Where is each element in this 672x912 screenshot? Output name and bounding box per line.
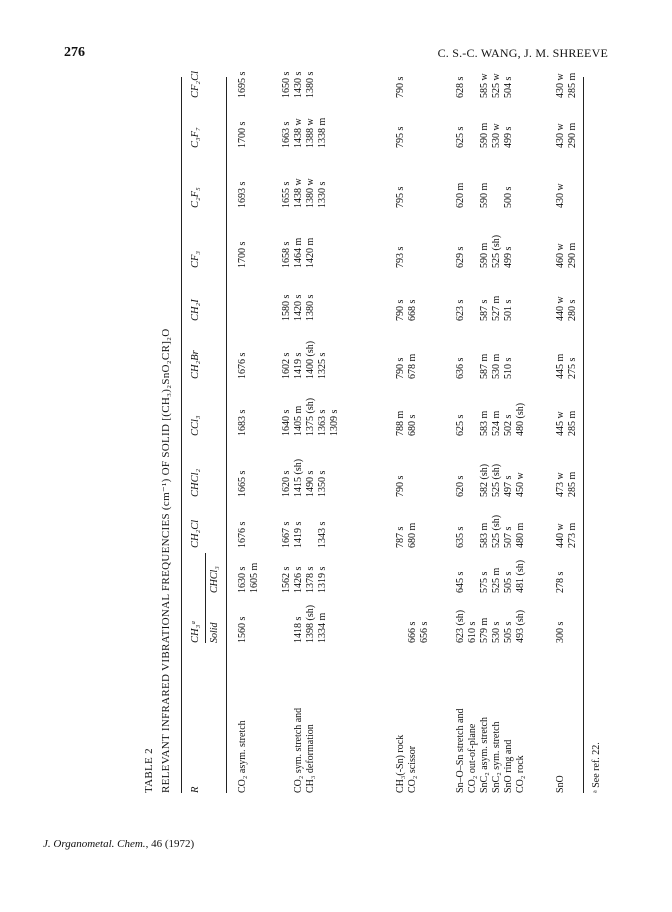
table-cell: 583 m xyxy=(479,522,490,548)
table-cell: 278 s xyxy=(555,571,566,593)
table-cell: 1663 s xyxy=(281,121,292,148)
table-cell: 645 s xyxy=(455,571,466,593)
table-cell: 497 s xyxy=(503,475,514,497)
table-cell: 530 m xyxy=(491,353,502,379)
table-cell: 1438 w xyxy=(293,178,304,208)
table-cell: 656 s xyxy=(419,621,430,643)
table-cell: 1560 s xyxy=(237,616,248,643)
table-cell: 1363 s xyxy=(317,409,328,436)
header-chcl2: CHCl₂ xyxy=(190,468,201,497)
table-cell: 525 (sh) xyxy=(491,234,502,268)
table-cell: 629 s xyxy=(455,246,466,268)
table-cell: 1683 s xyxy=(237,409,248,436)
table-cell: 1375 (sh) xyxy=(305,397,316,436)
table-cell: 1665 s xyxy=(237,470,248,497)
table-cell: 1426 s xyxy=(293,566,304,593)
table-cell: 1338 m xyxy=(317,117,328,148)
table-cell: 793 s xyxy=(395,246,406,268)
table-cell: 525 m xyxy=(491,567,502,593)
table-cell: 290 m xyxy=(567,242,578,268)
header-cf2cl: CF₂Cl xyxy=(190,71,201,98)
table-cell: 480 (sh) xyxy=(515,402,526,436)
table-cell: 525 (sh) xyxy=(491,514,502,548)
table-cell: 1676 s xyxy=(237,521,248,548)
table-cell: 445 m xyxy=(555,353,566,379)
table-cell: 300 s xyxy=(555,621,566,643)
table-cell: 620 s xyxy=(455,475,466,497)
table-cell: 430 w xyxy=(555,123,566,148)
table-cell: 502 s xyxy=(503,414,514,436)
rule-top xyxy=(181,77,182,793)
table-cell: 625 s xyxy=(455,414,466,436)
table-cell: 505 s xyxy=(503,621,514,643)
table-cell: 1378 s xyxy=(305,566,316,593)
header-ch2br: CH₂Br xyxy=(190,350,201,379)
table-cell: 585 w xyxy=(479,73,490,98)
table-cell: 1405 m xyxy=(293,405,304,436)
table-cell: 666 s xyxy=(407,621,418,643)
table-cell: 1380 w xyxy=(305,178,316,208)
table-cell: 1655 s xyxy=(281,181,292,208)
table-cell: 795 s xyxy=(395,186,406,208)
table-cell: 275 s xyxy=(567,357,578,379)
table-cell: 1464 m xyxy=(293,237,304,268)
row-label: CH₃ deformation xyxy=(305,724,316,793)
rule-bottom xyxy=(583,77,584,793)
table-cell: 1400 (sh) xyxy=(305,340,316,379)
table-cell: 575 s xyxy=(479,571,490,593)
table-cell: 527 m xyxy=(491,295,502,321)
header-ch3-solid: Solid xyxy=(209,622,220,643)
row-label: CO₂ scissor xyxy=(407,745,418,793)
table-cell: 1309 s xyxy=(329,409,340,436)
header-r: R xyxy=(190,786,201,793)
table-cell: 1700 s xyxy=(237,121,248,148)
table-cell: 628 s xyxy=(455,76,466,98)
table-cell: 285 m xyxy=(567,410,578,436)
table-cell: 1693 s xyxy=(237,181,248,208)
table-cell: 1330 s xyxy=(317,181,328,208)
table-cell: 678 m xyxy=(407,353,418,379)
table-cell: 1650 s xyxy=(281,71,292,98)
table-cell: 1605 m xyxy=(249,562,260,593)
table-cell: 530 s xyxy=(491,621,502,643)
table-cell: 501 s xyxy=(503,299,514,321)
table-cell: 1350 s xyxy=(317,470,328,497)
table-cell: 499 s xyxy=(503,246,514,268)
table-cell: 481 (sh) xyxy=(515,559,526,593)
header-cf3: CF₃ xyxy=(190,250,201,268)
table-cell: 1580 s xyxy=(281,294,292,321)
table-cell: 587 m xyxy=(479,353,490,379)
header-ch2cl: CH₂Cl xyxy=(190,519,201,548)
table-cell: 790 s xyxy=(395,299,406,321)
rule-header xyxy=(226,77,227,793)
table-cell: 623 (sh) xyxy=(455,609,466,643)
table-cell: 1343 s xyxy=(317,521,328,548)
table-cell: 625 s xyxy=(455,126,466,148)
table-cell: 480 m xyxy=(515,522,526,548)
table-cell: 1398 (sh) xyxy=(305,604,316,643)
table-cell: 1380 s xyxy=(305,71,316,98)
table-cell: 473 w xyxy=(555,472,566,497)
table-cell: 460 w xyxy=(555,243,566,268)
table-cell: 500 s xyxy=(503,186,514,208)
row-label: Sn–O–Sn stretch and xyxy=(455,708,466,793)
row-label: SnO xyxy=(555,775,566,793)
table-cell: 610 s xyxy=(467,621,478,643)
table-cell: 290 m xyxy=(567,122,578,148)
table-cell: 285 m xyxy=(567,471,578,497)
table-cell: 680 m xyxy=(407,522,418,548)
table-cell: 590 m xyxy=(479,242,490,268)
table-cell: 273 m xyxy=(567,522,578,548)
table-cell: 1640 s xyxy=(281,409,292,436)
table-cell: 507 s xyxy=(503,526,514,548)
table-cell: 285 m xyxy=(567,72,578,98)
table-cell: 583 m xyxy=(479,410,490,436)
table-cell: 524 m xyxy=(491,410,502,436)
table-cell: 1438 w xyxy=(293,118,304,148)
table-cell: 1415 (sh) xyxy=(293,458,304,497)
table-cell: 795 s xyxy=(395,126,406,148)
table-cell: 1430 s xyxy=(293,71,304,98)
table-cell: 790 s xyxy=(395,475,406,497)
table-cell: 1700 s xyxy=(237,241,248,268)
table-cell: 450 w xyxy=(515,472,526,497)
table-cell: 623 s xyxy=(455,299,466,321)
table-cell: 668 s xyxy=(407,299,418,321)
header-ch3: CH₃ᵃ xyxy=(190,620,201,643)
table-cell: 525 w xyxy=(491,73,502,98)
table-cell: 590 m xyxy=(479,182,490,208)
table-cell: 635 s xyxy=(455,526,466,548)
table-cell: 1695 s xyxy=(237,71,248,98)
table-title: RELEVANT INFRARED VIBRATIONAL FREQUENCIES (cm⁻¹) OF SOLID [(CH₃)₂SnO₂CR]₂O xyxy=(160,328,172,793)
header-c3f7: C₃F₇ xyxy=(190,127,201,148)
table-cell: 280 s xyxy=(567,299,578,321)
journal-volume: , 46 (1972) xyxy=(145,838,195,850)
table-cell: 440 w xyxy=(555,296,566,321)
table-cell: 499 s xyxy=(503,126,514,148)
table-cell: 1420 m xyxy=(305,237,316,268)
table-cell: 590 m xyxy=(479,122,490,148)
table-cell: 493 (sh) xyxy=(515,609,526,643)
table-cell: 1602 s xyxy=(281,352,292,379)
table-cell: 790 s xyxy=(395,76,406,98)
table-cell: 1420 s xyxy=(293,294,304,321)
rotated-table xyxy=(143,73,613,793)
running-header-authors: C. S.-C. WANG, J. M. SHREEVE xyxy=(437,46,608,60)
table-cell: 1620 s xyxy=(281,470,292,497)
table-cell: 1419 s xyxy=(293,352,304,379)
table-cell: 582 (sh) xyxy=(479,463,490,497)
table-cell: 680 s xyxy=(407,414,418,436)
table-cell: 1380 s xyxy=(305,294,316,321)
table-cell: 430 w xyxy=(555,73,566,98)
header-ch3-chcl3: CHCl₃ xyxy=(209,566,220,593)
table-cell: 1419 s xyxy=(293,521,304,548)
table-cell: 1490 s xyxy=(305,470,316,497)
table-cell: 787 s xyxy=(395,526,406,548)
row-label: SnC₂ sym. stretch xyxy=(491,721,502,793)
row-label: CO₂ sym. stretch and xyxy=(293,707,304,793)
rule-ch3-span xyxy=(205,553,206,643)
page-number: 276 xyxy=(64,45,85,60)
journal-citation xyxy=(43,838,194,850)
table-cell: 505 s xyxy=(503,571,514,593)
journal-name: J. Organometal. Chem. xyxy=(43,838,146,850)
table-cell: 1630 s xyxy=(237,566,248,593)
table-cell: 620 m xyxy=(455,182,466,208)
header-ch2i: CH₂I xyxy=(190,299,201,321)
table-cell: 504 s xyxy=(503,76,514,98)
table-cell: 1658 s xyxy=(281,241,292,268)
table-cell: 1418 s xyxy=(293,616,304,643)
table-cell: 1562 s xyxy=(281,566,292,593)
table-cell: 579 m xyxy=(479,617,490,643)
row-label: CH₃(-Sn) rock xyxy=(395,734,406,793)
table-cell: 530 w xyxy=(491,123,502,148)
table-cell: 440 w xyxy=(555,523,566,548)
header-ccl3: CCl₃ xyxy=(190,415,201,436)
header-c2f5: C₂F₅ xyxy=(190,187,201,208)
row-label: CO₂ asym. stretch xyxy=(237,720,248,793)
table-cell: 430 w xyxy=(555,183,566,208)
table-footnote: ᵃ See ref. 22. xyxy=(591,742,602,793)
table-cell: 1334 m xyxy=(317,612,328,643)
table-cell: 1667 s xyxy=(281,521,292,548)
table-cell: 1325 s xyxy=(317,352,328,379)
table-cell: 587 s xyxy=(479,299,490,321)
row-label: CO₂ rock xyxy=(515,755,526,793)
table-cell: 1676 s xyxy=(237,352,248,379)
table-cell: 636 s xyxy=(455,357,466,379)
row-label: SnC₂ asym. stretch xyxy=(479,717,490,793)
table-cell: 510 s xyxy=(503,357,514,379)
row-label: CO₂ out-of-plane xyxy=(467,723,478,793)
table-cell: 1388 w xyxy=(305,118,316,148)
table-cell: 788 m xyxy=(395,410,406,436)
table-cell: 1319 s xyxy=(317,566,328,593)
table-cell: 790 s xyxy=(395,357,406,379)
table-label: TABLE 2 xyxy=(143,748,155,793)
table-cell: 525 (sh) xyxy=(491,463,502,497)
table-cell: 445 w xyxy=(555,411,566,436)
row-label: SnO ring and xyxy=(503,739,514,793)
